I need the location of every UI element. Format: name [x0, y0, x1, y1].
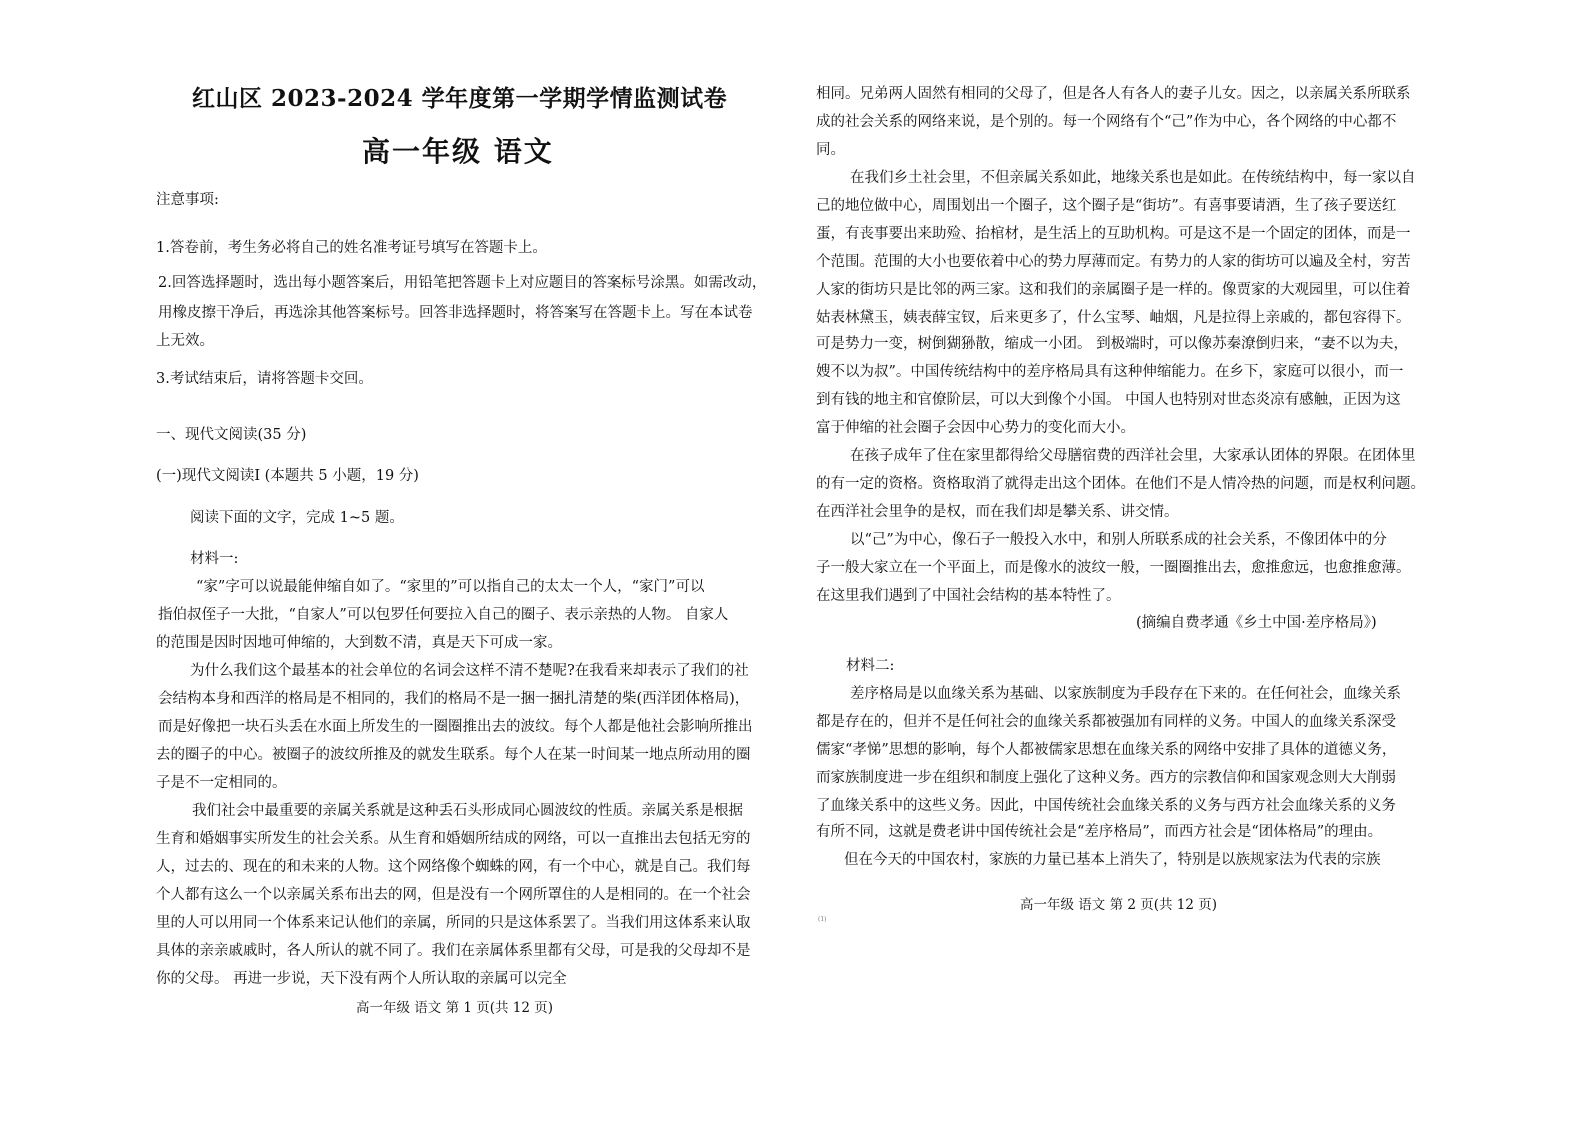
- text-line: 的范围是因时因地可伸缩的，大到数不清，真是天下可成一家。: [156, 635, 562, 651]
- text-line: 成的社会关系的网络来说，是个别的。每一个网络有个“己”作为中心，各个网络的中心都不: [816, 114, 1397, 130]
- notes-item-2-line-3: 上无效。: [156, 333, 214, 349]
- text-line: 嫂不以为叔”。中国传统结构中的差序格局具有这种伸缩能力。在乡下，家庭可以很小，而一: [816, 364, 1404, 380]
- text-line: 为什么我们这个最基本的社会单位的名词会这样不清不楚呢?在我看来却表示了我们的社: [190, 663, 749, 679]
- text-line: 以“己”为中心，像石子一般投入水中，和别人所联系成的社会关系，不像团体中的分: [850, 532, 1387, 548]
- text-line: 蛋，有丧事要出来助殓、抬棺材，是生活上的互助机构。可是这不是一个固定的团体，而是一: [816, 226, 1411, 242]
- page-footer-2: 高一年级 语文 第 2 页(共 12 页): [1020, 897, 1218, 913]
- page-mark: (1): [818, 916, 827, 923]
- sub-section-heading: (一)现代文阅读Ⅰ (本题共 5 小题，19 分): [156, 468, 419, 484]
- text-line: 里的人可以用同一个体系来记认他们的亲属，所同的只是这体系罢了。当我们用这体系来认取: [156, 915, 751, 931]
- text-line: 而家族制度进一步在组织和制度上强化了这种义务。西方的宗教信仰和国家观念则大大削弱: [816, 770, 1396, 786]
- text-line: 都是存在的，但并不是任何社会的血缘关系都被强加有同样的义务。中国人的血缘关系深受: [816, 714, 1396, 730]
- text-line: 儒家“孝悌”思想的影响，每个人都被儒家思想在血缘关系的网络中安排了具体的道德义务，: [816, 742, 1397, 758]
- text-line: 同。: [816, 142, 845, 158]
- text-line: 富于伸缩的社会圈子会因中心势力的变化而大小。: [816, 420, 1135, 436]
- text-line: 我们社会中最重要的亲属关系就是这种丢石头形成同心圆波纹的性质。亲属关系是根据: [192, 803, 743, 819]
- text-line: 有所不同，这就是费老讲中国传统社会是“差序格局”，而西方社会是“团体格局”的理由。: [816, 824, 1383, 840]
- text-line: 但在今天的中国农村，家族的力量已基本上消失了，特别是以族规家法为代表的宗族: [844, 852, 1381, 868]
- page-footer-1: 高一年级 语文 第 1 页(共 12 页): [356, 1000, 554, 1016]
- section-heading: 一、现代文阅读(35 分): [156, 427, 307, 443]
- notes-item-2-line-1: 2.回答选择题时，选出每小题答案后，用铅笔把答题卡上对应题目的答案标号涂黑。如需改动，: [158, 275, 767, 291]
- text-line: 个范围。范围的大小也要依着中心的势力厚薄而定。有势力的人家的街坊可以遍及全村，穷苦: [816, 254, 1411, 270]
- text-line: 相同。兄弟两人固然有相同的父母了，但是各人有各人的妻子儿女。因之，以亲属关系所联系: [816, 86, 1411, 102]
- text-line: 个人都有这么一个以亲属关系布出去的网，但是没有一个网所罩住的人是相同的。在一个社会: [156, 887, 751, 903]
- text-line: 你的父母。 再进一步说，天下没有两个人所认取的亲属可以完全: [156, 971, 567, 987]
- text-line: 会结构本身和西洋的格局是不相同的，我们的格局不是一捆一捆扎清楚的柴(西洋团体格局)，: [158, 691, 750, 707]
- instruction: 阅读下面的文字，完成 1~5 题。: [190, 510, 404, 526]
- text-line: 在我们乡土社会里，不但亲属关系如此，地缘关系也是如此。在传统结构中，每一家以自: [850, 170, 1416, 186]
- text-line: 在这里我们遇到了中国社会结构的基本特性了。: [816, 588, 1121, 604]
- text-line: 具体的亲亲戚戚时，各人所认的就不同了。我们在亲属体系里都有父母，可是我的父母却不是: [156, 943, 751, 959]
- text-line: 子一般大家立在一个平面上，而是像水的波纹一般，一圈圈推出去，愈推愈远，也愈推愈薄。: [816, 560, 1411, 576]
- text-line: 己的地位做中心，周围划出一个圈子，这个圈子是“街坊”。有喜事要请酒，生了孩子要送红: [816, 198, 1397, 214]
- text-line: 而是好像把一块石头丢在水面上所发生的一圈圈推出去的波纹。每个人都是他社会影响所推出: [158, 719, 753, 735]
- text-line: 了血缘关系中的这些义务。因此，中国传统社会血缘关系的义务与西方社会血缘关系的义务: [816, 798, 1396, 814]
- text-line: 到有钱的地主和官僚阶层，可以大到像个小国。 中国人也特别对世态炎凉有感触，正因为这: [816, 392, 1401, 408]
- material-one-label: 材料一:: [190, 551, 239, 567]
- source-citation: (摘编自费孝通《乡土中国·差序格局》): [1136, 615, 1377, 631]
- text-line: 在西洋社会里争的是权，而在我们却是攀关系、讲交情。: [816, 504, 1179, 520]
- text-line: 子是不一定相同的。: [156, 775, 287, 791]
- notes-item-2-line-2: 用橡皮擦干净后，再选涂其他答案标号。回答非选择题时，将答案写在答题卡上。写在本试卷: [158, 305, 753, 321]
- notes-heading: 注意事项:: [156, 192, 219, 208]
- text-line: 去的圈子的中心。被圈子的波纹所推及的就发生联系。每个人在某一时间某一地点所动用的圈: [156, 747, 751, 763]
- notes-item-1: 1.答卷前，考生务必将自己的姓名准考证号填写在答题卡上。: [156, 240, 547, 256]
- text-line: 在孩子成年了住在家里都得给父母膳宿费的西洋社会里，大家承认团体的界限。在团体里: [850, 448, 1416, 464]
- text-line: “家”字可以说最能伸缩自如了。“家里的”可以指自己的太太一个人，“家门”可以: [196, 579, 705, 595]
- text-line: 可是势力一变，树倒猢狲散，缩成一小团。 到极端时，可以像苏秦潦倒归来，“妻不以为夫，: [816, 336, 1409, 352]
- text-line: 的有一定的资格。资格取消了就得走出这个团体。在他们不是人情冷热的问题，而是权利问题。: [816, 476, 1425, 492]
- text-line: 差序格局是以血缘关系为基础、以家族制度为手段存在下来的。在任何社会，血缘关系: [850, 686, 1401, 702]
- text-line: 姑表林黛玉，姨表薛宝钗，后来更多了，什么宝琴、岫烟，凡是拉得上亲戚的，都包容得下。: [816, 310, 1411, 326]
- exam-title: 红山区 2023-2024 学年度第一学期学情监测试卷: [192, 85, 728, 112]
- text-line: 生育和婚姻事实所发生的社会关系。从生育和婚姻所结成的网络，可以一直推出去包括无穷的: [156, 831, 751, 847]
- material-two-label: 材料二:: [846, 658, 895, 674]
- text-line: 人，过去的、现在的和未来的人物。这个网络像个蜘蛛的网，有一个中心，就是自己。我们每: [156, 859, 751, 875]
- text-line: 指伯叔侄子一大批，“自家人”可以包罗任何要拉入自己的圈子、表示亲热的人物。 自家人: [158, 607, 729, 623]
- text-line: 人家的街坊只是比邻的两三家。这和我们的亲属圈子是一样的。像贾家的大观园里，可以住着: [816, 282, 1411, 298]
- exam-subtitle: 高一年级 语文: [362, 135, 554, 168]
- notes-item-3: 3.考试结束后，请将答题卡交回。: [156, 371, 373, 387]
